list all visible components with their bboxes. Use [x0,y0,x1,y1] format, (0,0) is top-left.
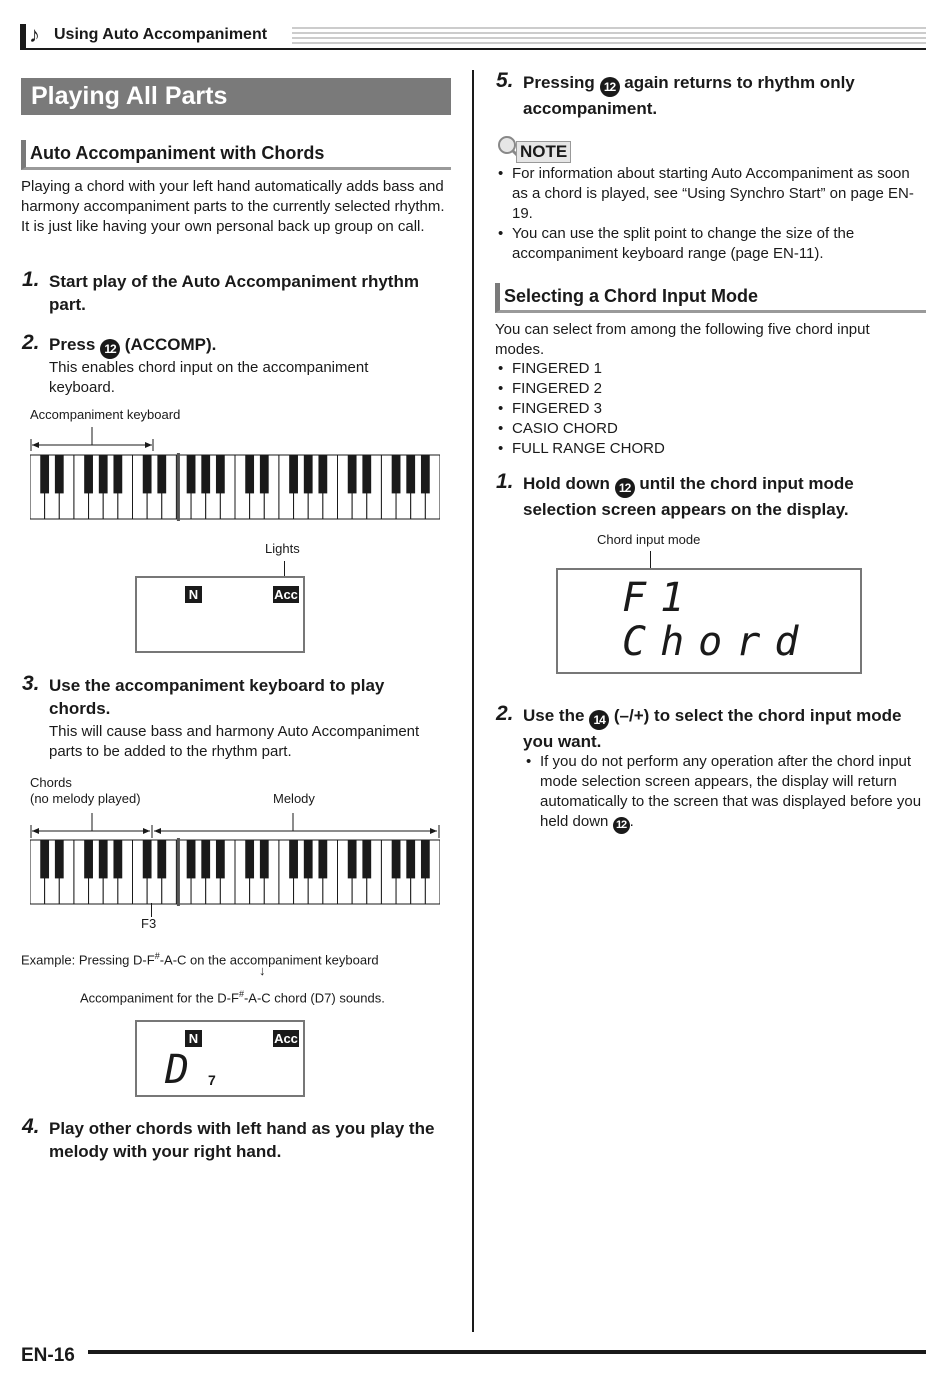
button-12-icon: 12 [600,77,620,97]
note-list [496,164,916,264]
step-3-description: This will cause bass and harmony Auto Accompaniment parts to be added to the rhythm part. [49,723,420,760]
list-item [524,752,926,834]
acc-indicator-icon: Acc [274,587,298,602]
list-item: • FULL RANGE CHORD [496,439,916,459]
range-arrows-chords-melody [28,810,443,840]
subsection-title-chords: Auto Accompaniment with Chords [21,140,451,170]
lcd-mode-line-2: Chord [622,619,813,665]
step-5-text [523,71,923,120]
button-12-icon: 12 [100,339,120,359]
step-2-number: 2. [22,331,40,354]
list-item: • FINGERED 2 [496,379,916,399]
chord-mode-intro: You can select from among the following five chord input modes. [495,321,870,358]
list-item: • FINGERED 3 [496,399,916,419]
example-label: Example: [21,952,76,968]
page-header [20,22,926,52]
right-step-2-text [523,704,927,753]
keyboard-diagram-1 [30,453,440,523]
right-step-2-bullets [524,752,926,834]
example-line-2 [80,986,450,1006]
intro-paragraph: Playing a chord with your left hand automatically adds bass and harmony accompaniment parts to the currently selected rhythm. It is just like having your own personal back up group on call. [21,178,445,235]
lcd-display-2 [135,1020,305,1097]
header-title: Using Auto Accompaniment [54,26,268,43]
example-line-1 [21,948,451,968]
right-step-1-number: 1. [496,470,514,493]
melody-label: Melody [273,791,315,806]
chords-label: Chords [30,775,72,790]
normal-indicator-icon: N [185,586,202,603]
sharp-sign-2: # [238,989,244,999]
subsection-title-chord-mode: Selecting a Chord Input Mode [495,283,926,313]
header-staff-lines [20,22,926,52]
note-badge [497,135,579,163]
step-3-text: Use the accompaniment keyboard to play chords. [49,676,385,718]
example-text-2b: -A-C chord (D7) sounds. [243,990,385,1006]
step-2-description: This enables chord input on the accompaniment keyboard. [49,359,369,396]
button-12-icon: 12 [613,817,630,834]
example-arrow: ↓ [259,963,266,978]
step-5-text-pre: Pressing [523,73,595,92]
right-step-1-text-post: until the chord input mode selection screen appears on the display. [523,474,854,519]
right-step-2-text-pre: Use the [523,706,585,725]
acc-indicator-icon: Acc [274,1031,298,1046]
step-1-text: Start play of the Auto Accompaniment rhythm part. [49,272,419,314]
right-step-1-text [523,472,923,521]
lcd-chord-extension: 7 [208,1072,216,1088]
lcd-display-3 [556,568,862,674]
chord-input-mode-label: Chord input mode [597,532,701,547]
accompaniment-keyboard-label: Accompaniment keyboard [30,407,181,422]
lcd-chord-root: D [165,1047,190,1093]
chord-mode-list [496,359,916,459]
note-label: NOTE [516,141,571,163]
example-text-1b: -A-C on the accompaniment keyboard [159,952,379,968]
right-step-1-text-pre: Hold down [523,474,610,493]
step-2-text-pre: Press [49,335,96,354]
lights-label: Lights [265,541,300,556]
step-5-text-post: again returns to rhythm only accompaniment. [523,73,855,118]
range-arrow-accompaniment [28,425,158,451]
lcd-display-1 [135,576,305,653]
step-3-number: 3. [22,672,40,695]
list-item: • CASIO CHORD [496,419,916,439]
sharp-sign-1: # [154,951,160,961]
button-14-icon: 14 [589,710,609,730]
chords-sublabel: (no melody played) [30,791,141,806]
right-step-2-number: 2. [496,702,514,725]
list-item: • FINGERED 1 [496,359,916,379]
keyboard-diagram-2 [30,838,440,908]
step-1-number: 1. [22,268,40,291]
example-text-2a: Accompaniment for the D-F [80,990,239,1006]
split-point-label: F3 [141,916,157,931]
section-title: Playing All Parts [21,78,451,115]
right-step-2-text-post: (–/+) to select the chord input mode you want. [523,706,902,751]
page-number: EN-16 [21,1345,75,1366]
column-divider [472,70,474,1332]
step-2-text-post: (ACCOMP). [124,335,217,354]
button-12-icon: 12 [615,478,635,498]
lcd-mode-line-1: F1 [622,575,699,621]
step-4-number: 4. [22,1115,40,1138]
right-step-2-bullet-post: . [629,813,634,830]
step-4-text: Play other chords with left hand as you play the melody with your right hand. [49,1119,435,1161]
step-5-number: 5. [496,69,514,92]
footer-rule [88,1350,926,1354]
example-text-1a: Pressing D-F [78,952,155,968]
list-item: • You can use the split point to change the size of the accompaniment keyboard range (page EN-11). [496,224,916,264]
list-item: • For information about starting Auto Accompaniment as soon as a chord is played, see “Using Synchro Start” on page EN-19. [496,164,916,224]
right-step-2-bullet-pre: If you do not perform any operation after the chord input mode selection screen appears, the display will return automatically to the screen that was displayed before you held down [540,753,922,830]
normal-indicator-icon: N [185,1030,202,1047]
split-leader-line [151,903,152,917]
music-note-icon: ♪ [29,22,40,47]
step-2-text [49,333,449,359]
